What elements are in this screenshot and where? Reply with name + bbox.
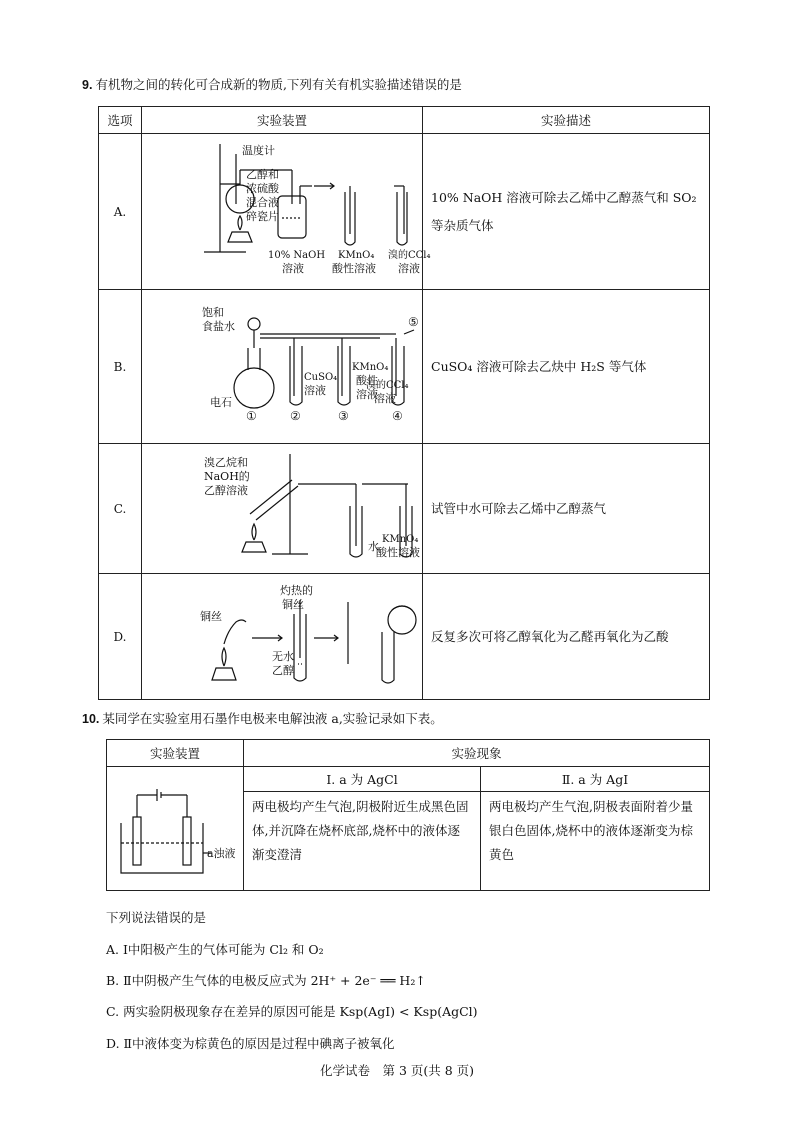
label-circle-4: ④	[392, 409, 403, 423]
label-thermometer: 温度计	[242, 144, 275, 157]
table-row-a	[99, 134, 710, 290]
description-b: CuSO₄ 溶液可除去乙炔中 H₂S 等气体	[423, 290, 710, 444]
label-water: 水	[368, 540, 379, 553]
q10-header-row	[107, 740, 710, 767]
label-br-solution: 溶液	[398, 262, 420, 275]
choice-b: B. Ⅱ中阴极产生气体的电极反应式为 2H⁺ + 2e⁻ ══ H₂↑	[106, 973, 426, 988]
label-sulfuric: 浓硫酸	[246, 182, 279, 195]
label-bromoethane: 溴乙烷和	[204, 456, 248, 469]
option-c: C.	[99, 444, 142, 574]
description-a: 10% NaOH 溶液可除去乙烯中乙醇蒸气和 SO₂ 等杂质气体	[423, 134, 710, 290]
option-a: A.	[99, 134, 142, 290]
apparatus-a	[142, 134, 431, 290]
label-a-suspension: a浊液	[207, 847, 236, 860]
q10-sub-header-row	[107, 767, 710, 792]
table-row-c	[99, 444, 710, 574]
label-carbide: 电石	[210, 396, 232, 409]
label-solution-b: 溶液	[356, 388, 378, 401]
q10-apparatus-cell	[107, 767, 244, 891]
q10-case-2-text: 两电极均产生气泡,阴极表面附着少量银白色固体,烧杯中的液体逐渐变为棕黄色	[481, 792, 710, 891]
apparatus-a-diagram	[142, 134, 431, 286]
question-10-stem	[82, 709, 443, 727]
header-apparatus: 实验装置	[142, 107, 423, 134]
page-footer: 化学试卷 第 3 页(共 8 页)	[319, 1063, 475, 1078]
q10-header-apparatus: 实验装置	[107, 740, 244, 767]
label-cuso4-solution: 溶液	[304, 384, 326, 397]
apparatus-c	[142, 444, 423, 574]
label-ethanol: 乙醇和	[246, 168, 279, 181]
apparatus-b	[142, 290, 423, 444]
label-naoh: 10% NaOH	[268, 250, 326, 261]
option-b: B.	[99, 290, 142, 444]
label-ethanol-d: 乙醇	[272, 664, 294, 677]
apparatus-d-diagram	[142, 574, 422, 696]
label-kmno4-b: KMnO₄	[352, 362, 389, 373]
apparatus-c-diagram	[142, 444, 422, 570]
label-br-ccl4: 溴的CCl₄	[388, 250, 431, 261]
apparatus-b-diagram	[142, 290, 422, 440]
label-acidic-c: 酸性溶液	[376, 546, 420, 559]
table-row-b	[99, 290, 710, 444]
label-hot: 灼热的	[280, 584, 313, 597]
electrolysis-diagram	[107, 767, 243, 887]
label-copper-wire: 铜丝	[200, 610, 222, 623]
label-circle-1: ①	[246, 409, 257, 423]
header-option: 选项	[99, 107, 142, 134]
label-anhydrous: 无水	[272, 650, 294, 663]
choice-d: D. Ⅱ中液体变为棕黄色的原因是过程中碘离子被氧化	[106, 1036, 395, 1051]
label-brine: 食盐水	[202, 320, 235, 333]
q10-case-2-title: Ⅱ. a 为 AgI	[481, 767, 710, 792]
q10-case-1-title: Ⅰ. a 为 AgCl	[244, 767, 481, 792]
q10-case-1-text: 两电极均产生气泡,阴极附近生成黑色固体,并沉降在烧杯底部,烧杯中的液体逐渐变澄清	[244, 792, 481, 891]
choice-a: A. Ⅰ中阳极产生的气体可能为 Cl₂ 和 O₂	[106, 942, 324, 957]
table-row-d	[99, 574, 710, 700]
label-br-solution-b: 溶液	[374, 392, 396, 405]
label-circle-2: ②	[290, 409, 301, 423]
q10-header-phenomena: 实验现象	[244, 740, 710, 767]
question-9-text: 有机物之间的转化可合成新的物质,下列有关有机实验描述错误的是	[95, 77, 462, 92]
label-kmno4-c: KMnO₄	[382, 534, 419, 545]
question-9-header-row	[99, 107, 710, 134]
question-10-table	[106, 739, 710, 891]
label-acidic-b: 酸性	[356, 374, 378, 387]
label-porcelain: 碎瓷片	[246, 210, 279, 223]
label-circle-5: ⑤	[408, 315, 419, 329]
option-d: D.	[99, 574, 142, 700]
label-saturated: 饱和	[202, 306, 224, 319]
label-ethanol-solution: 乙醇溶液	[204, 484, 248, 497]
label-cuso4: CuSO₄	[304, 372, 338, 383]
question-9-stem	[82, 75, 462, 93]
label-naoh-c: NaOH的	[204, 470, 250, 483]
choice-c: C. 两实验阴极现象存在差异的原因可能是 Ksp(AgI) < Ksp(AgCl)	[106, 1004, 478, 1019]
label-naoh-solution: 溶液	[282, 262, 304, 275]
question-10-text: 某同学在实验室用石墨作电极来电解浊液 a,实验记录如下表。	[102, 711, 443, 726]
label-kmno4: KMnO₄	[338, 250, 375, 261]
label-mixture: 混合液	[246, 196, 279, 209]
question-9-table	[98, 106, 710, 700]
description-c: 试管中水可除去乙烯中乙醇蒸气	[423, 444, 710, 574]
question-10-prompt: 下列说法错误的是	[106, 910, 207, 925]
apparatus-d	[142, 574, 423, 700]
header-description: 实验描述	[423, 107, 710, 134]
description-d: 反复多次可将乙醇氧化为乙醛再氧化为乙酸	[423, 574, 710, 700]
question-9-number: 9.	[82, 78, 93, 92]
label-circle-3: ③	[338, 409, 349, 423]
question-10-number: 10.	[82, 712, 100, 726]
label-copper-wire-hot: 铜丝	[282, 598, 304, 611]
label-acidic-solution: 酸性溶液	[332, 262, 376, 275]
label-br-ccl4-b: 溴的CCl₄	[366, 380, 409, 391]
